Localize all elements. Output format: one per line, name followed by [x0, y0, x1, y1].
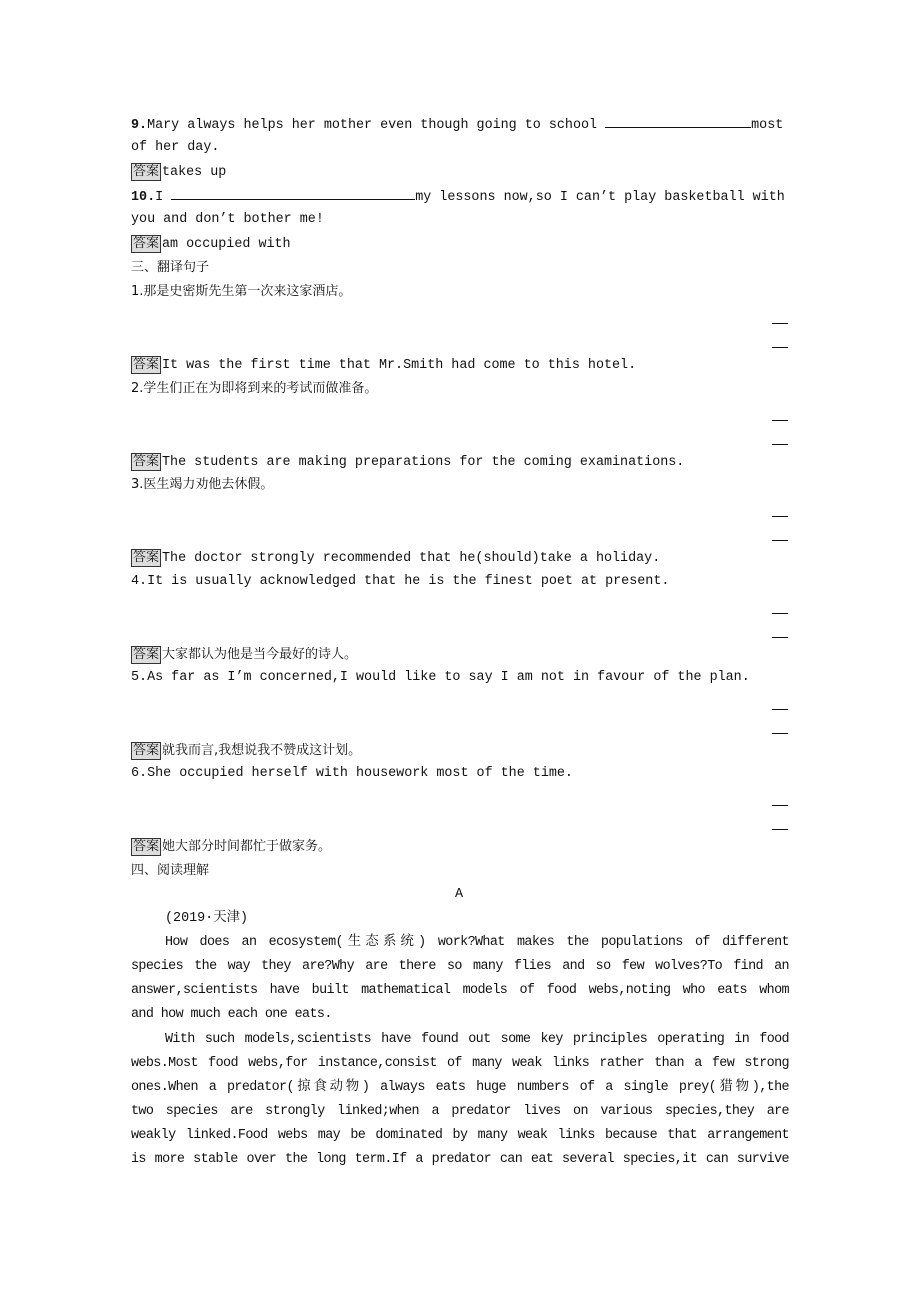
passage-line: weakly linked.Food webs may be dominated by many weak links because that arrangement: [131, 1128, 789, 1143]
answer-text: The doctor strongly recommended that he(should)take a holiday.: [162, 551, 661, 566]
question-text: my lessons now,so I can’t play basketball with: [415, 190, 785, 205]
answer-text: 大家都认为他是当今最好的诗人。: [162, 647, 358, 662]
answer-text: am occupied with: [162, 237, 291, 252]
answer-blank: [171, 187, 415, 200]
passage-line: webs.Most food webs,for instance,consist of many weak links rather than a few strong: [131, 1056, 789, 1071]
translation-prompt: 2.学生们正在为即将到来的考试而做准备。: [131, 381, 378, 396]
answer-badge: 答案: [133, 550, 160, 565]
translation-prompt: 4.It is usually acknowledged that he is the finest poet at present.: [131, 574, 670, 589]
question-text: I: [155, 190, 172, 205]
answer-blank: [605, 115, 751, 128]
answer-line: [131, 549, 660, 567]
answer-badge: 答案: [133, 236, 160, 251]
answer-text: takes up: [162, 165, 227, 180]
answer-badge: 答案: [133, 743, 160, 758]
section-heading: 四、阅读理解: [131, 863, 210, 878]
answer-dash: [772, 540, 788, 541]
passage-line: and how much each one eats.: [131, 1007, 332, 1022]
answer-dash: [772, 613, 788, 614]
translation-prompt: 5.As far as I’m concerned,I would like to say I am not in favour of the plan.: [131, 670, 750, 685]
passage-line: is more stable over the long term.If a predator can eat several species,it can survive: [131, 1152, 789, 1167]
answer-dash: [772, 805, 788, 806]
answer-text: The students are making preparations for the coming examinations.: [162, 455, 685, 470]
answer-line: [131, 838, 331, 856]
passage-line: How does an ecosystem(生态系统) work?What makes the populations of different: [165, 935, 789, 950]
passage-line: two species are strongly linked;when a predator lives on various species,they are: [131, 1104, 789, 1119]
answer-text: 就我而言,我想说我不赞成这计划。: [162, 743, 362, 758]
answer-dash: [772, 347, 788, 348]
answer-line: [131, 742, 361, 760]
answer-text: It was the first time that Mr.Smith had come to this hotel.: [162, 358, 637, 373]
answer-line: [131, 163, 226, 181]
answer-badge: 答案: [133, 357, 160, 372]
answer-dash: [772, 709, 788, 710]
answer-dash: [772, 637, 788, 638]
translation-prompt: 1.那是史密斯先生第一次来这家酒店。: [131, 284, 352, 299]
question-10: [131, 187, 785, 205]
question-number: 10.: [131, 190, 156, 205]
answer-dash: [772, 516, 788, 517]
answer-badge: 答案: [133, 454, 160, 469]
answer-dash: [772, 420, 788, 421]
question-number: 9.: [131, 118, 148, 133]
answer-dash: [772, 829, 788, 830]
translation-prompt: 3.医生竭力劝他去休假。: [131, 477, 274, 492]
question-text: you and don’t bother me!: [131, 212, 324, 227]
passage-line: With such models,scientists have found out some key principles operating in food: [165, 1032, 789, 1047]
answer-line: [131, 453, 684, 471]
passage-line: answer,scientists have built mathematical models of food webs,noting who eats whom: [131, 983, 789, 998]
passage-label: A: [455, 887, 464, 902]
question-text: of her day.: [131, 140, 220, 155]
question-9: [131, 115, 783, 133]
answer-dash: [772, 444, 788, 445]
answer-line: [131, 235, 291, 253]
passage-line: species the way they are?Why are there so many flies and so few wolves?To find an: [131, 959, 789, 974]
answer-dash: [772, 323, 788, 324]
answer-badge: 答案: [133, 647, 160, 662]
passage-source: (2019·天津): [165, 911, 249, 926]
question-text: Mary always helps her mother even though going to school: [147, 118, 606, 133]
answer-badge: 答案: [133, 839, 160, 854]
answer-badge: 答案: [133, 164, 160, 179]
answer-text: 她大部分时间都忙于做家务。: [162, 839, 332, 854]
question-text: most: [751, 118, 784, 133]
answer-line: [131, 646, 357, 664]
answer-dash: [772, 733, 788, 734]
passage-line: ones.When a predator(掠食动物) always eats huge numbers of a single prey(猎物),the: [131, 1080, 789, 1095]
translation-prompt: 6.She occupied herself with housework most of the time.: [131, 766, 573, 781]
answer-line: [131, 356, 636, 374]
section-heading: 三、翻译句子: [131, 260, 210, 275]
